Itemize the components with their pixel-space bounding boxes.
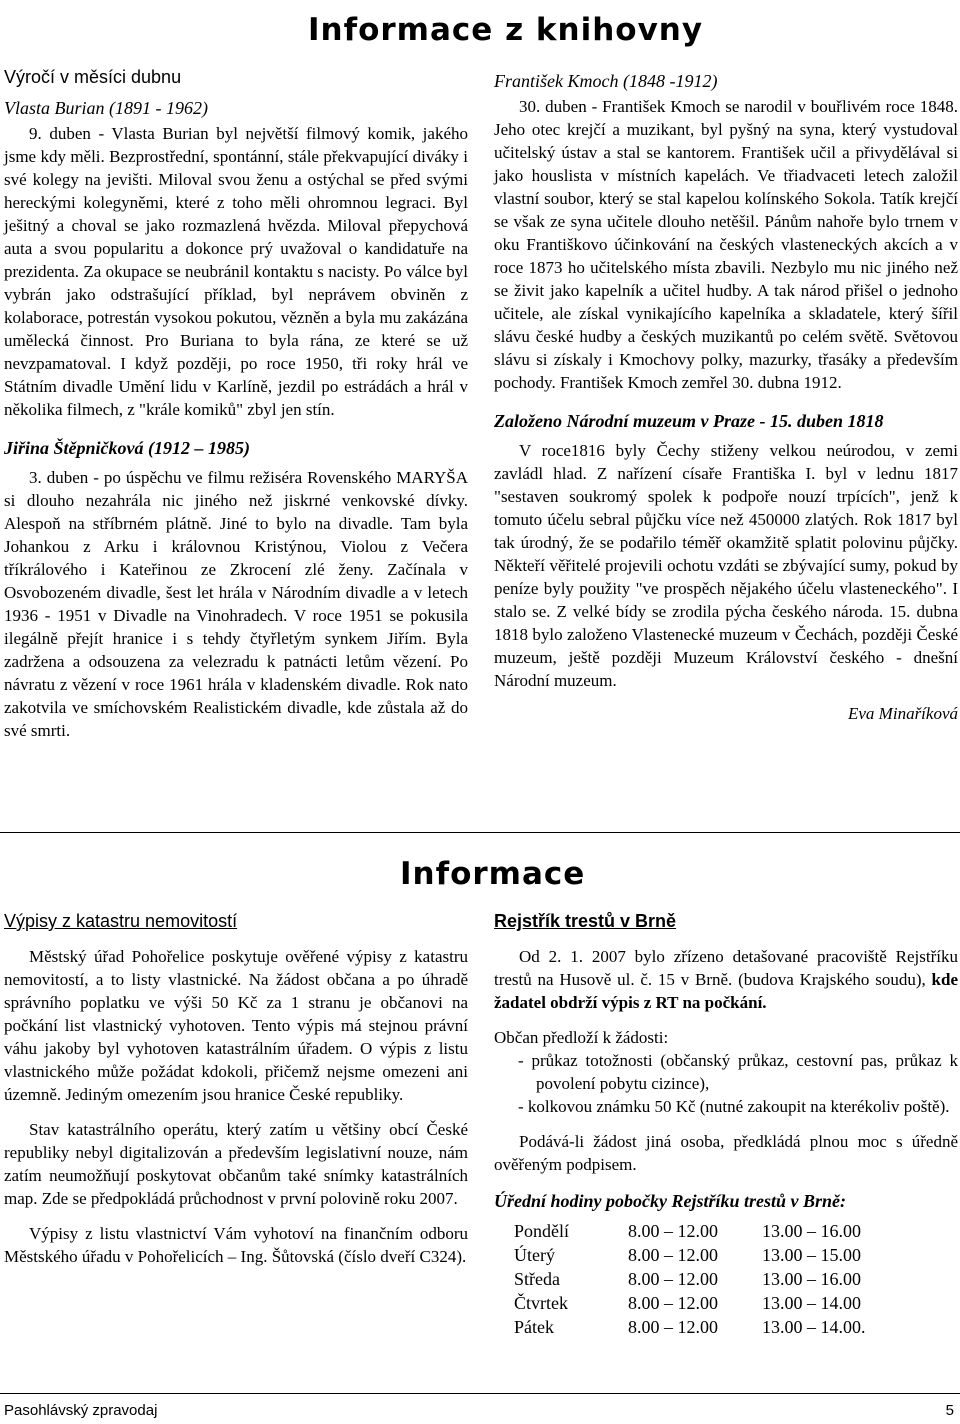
- stepnickova-title: Jiřina Štěpničková (1912 – 1985): [4, 438, 250, 458]
- hours-day: Pondělí: [514, 1221, 570, 1241]
- hours-afternoon: 13.00 – 16.00: [762, 1269, 861, 1289]
- museum-title: Založeno Národní muzeum v Praze - 15. duben 1818: [494, 411, 884, 431]
- table-row: [494, 1315, 866, 1339]
- burian-text: 9. duben - Vlasta Burian byl největší filmový komik, jakého jsme kdy měli. Bezprostřední, spontánní, stále překvapující diváky i své kolegy na jevišti. Miloval svou ženu a ostýchal se před svými hereckými kolegyněmi, které z toho měli ohromnou legraci. Byl ješitný a choval se jako rozmazlená hvězda. Miloval přepychová auta a svou popularitu a dokonce prý uvažoval o kandidatuře na prezidenta. Za okupace se neubránil kontaktu s nacisty. Po válce byl vybrán jako odstrašující příklad, byl neprávem obviněn z kolaborace, potrestán vysokou pokutou, vězněn a byla mu zakázána umělecká činnost. Pro Buriana to byla rána, ze které se už nevzpamatoval. I když později, po roce 1950, tři roky hrál ve Státním divadle Umění lidu v Karlíně, jezdil po estrádách a hrál v několika filmech, z "krále komiků" zbyl jen stín.: [4, 124, 468, 419]
- museum-text: V roce1816 byly Čechy stiženy velkou neúrodou, v zemi zavládl hlad. Z nařízení císaře Františka I. byl v lednu 1817 "sestaven soukromý spolek k podpoře nouzí trpících", jenž k tomuto účelu sebral půjčku více než 450000 zlatých. Rok 1817 byl tak úrodný, že se podařilo téměř okamžitě splatit polovinu půjčky. Někteří věřitelé projevili ochotu vzdáti se zbývající sumy, pokud by peníze byly použity "ve prospěch nějakého účelu vlasteneckého". I stalo se. Z velké bídy se zrodila pýcha českého národa. 15. dubna 1818 bylo založeno Vlastenecké muzeum v Čechách, později České muzeum, ještě později Muzeum Království českého - dnešní Národní muzeum.: [494, 441, 958, 690]
- office-hours-table: [494, 1219, 866, 1339]
- table-row: [494, 1243, 866, 1267]
- list-item: - průkaz totožnosti (občanský průkaz, cestovní pas, průkaz k povolení pobytu cizince),: [518, 1051, 958, 1093]
- cadastre-paragraph-3: Výpisy z listu vlastnictví Vám vyhotoví na finančním odboru Městského úřadu v Pohořelicích – Ing. Šůtovská (číslo dveří C324).: [4, 1224, 468, 1266]
- register-paragraph-2: Občan předloží k žádosti:: [494, 1028, 669, 1047]
- hours-afternoon: 13.00 – 15.00: [762, 1245, 861, 1265]
- anniversaries-heading: Výročí v měsíci dubnu: [4, 67, 182, 87]
- author-signature: Eva Minaříková: [848, 704, 958, 723]
- stepnickova-text: 3. duben - po úspěchu ve filmu režiséra Rovenského MARYŠA si dlouho nezahrála nic jiného než jiskrné venkovské dívky. Alespoň na stříbrném plátně. Jiné to bylo na divadle. Tam byla Johankou z Arku i královnou Kristýnou, Violou z Večera tříkrálového i Kateřinou ze Zkrocení zlé ženy. Začínala v Osvobozeném divadle, šest let hrála v Národním divadle a v letech 1936 - 1951 v Divadle na Vinohradech. V roce 1951 se pokusila ilegálně přejít hranice i s tehdy čtyřletým synkem Jiřím. Byla zadržena a odsouzena za velezradu k patnácti letům vězení. Po návratu z vězení v roce 1961 hrála v kladenském divadle. Rok nato zakotvila ve smíchovském Realistickém divadle, kde zůstala až do své smrti.: [4, 468, 468, 740]
- kmoch-text: 30. duben - František Kmoch se narodil v bouřlivém roce 1848. Jeho otec krejčí a muzikant, byl pyšný na syna, který vystudoval učitelský ústav a stal se kantorem. František učil a přivydělával si jako houslista v místních kapelách. Ve třiadvaceti letech založil vlastní soubor, který se stal kapelou kolínského Sokola. Tatík krejčí se však ze syna učitele dlouho netěšil. Pánům nahoře bylo trnem v oku Františkovo účinkování na českých vlasteneckých akcích a v roce 1873 ho učitelského místa zbavili. Nezbylo mu nic jiného než se živit jako kapelník a učitel hudby. A tak národ přišel o jednoho učitele, ale získal vynikajícího kapelníka a skladatele, který šířil slávu české hudby a českých muzikantů po celém světě. Světovou slávu si získaly i Kmochovy polky, mazurky, třasáky a především pochody. František Kmoch zemřel 30. dubna 1912.: [494, 97, 958, 392]
- hours-morning: 8.00 – 12.00: [628, 1293, 718, 1313]
- kmoch-column: [494, 70, 958, 725]
- register-paragraph-1-text: Od 2. 1. 2007 bylo zřízeno detašované pracoviště Rejstříku trestů na Husově ul. č. 15 v Brně. (budova Krajského soudu),: [494, 947, 958, 989]
- burian-title: Vlasta Burian (1891 - 1962): [4, 98, 208, 118]
- cadastre-heading: Výpisy z katastru nemovitostí: [4, 911, 238, 931]
- hours-morning: 8.00 – 12.00: [628, 1269, 718, 1289]
- register-paragraph-1-bold: kde žadatel obdrží výpis z RT na počkání.: [494, 970, 958, 1012]
- register-paragraph-3: Podává-li žádost jiná osoba, předkládá plnou moc s úředně ověřeným podpisem.: [494, 1132, 958, 1174]
- cadastre-paragraph-1: Městský úřad Pohořelice poskytuje ověřené výpisy z katastru nemovitostí, a to listy vlastnické. Na žádost občana a po úhradě správního poplatku ve výši 50 Kč za 1 stranu je občanovi na počkání list vlastnický vyhotoven. Tento výpis má stejnou právní váhu jakoby byl vyhotoven katastrálním úřadem. O výpis z listu vlastnického může požádat kdokoli, přičemž nejsme omezeni ani územně. Jediným omezením jsou hranice České republiky.: [4, 947, 468, 1104]
- hours-day: Čtvrtek: [514, 1293, 568, 1313]
- section-divider: [0, 832, 960, 833]
- hours-afternoon: 13.00 – 16.00: [762, 1221, 861, 1241]
- footer-divider: [0, 1393, 960, 1394]
- publication-name: Pasohlávský zpravodaj: [4, 1402, 158, 1419]
- hours-day: Úterý: [514, 1245, 555, 1265]
- section-banner-library: Informace z knihovny: [308, 12, 704, 48]
- hours-morning: 8.00 – 12.00: [628, 1245, 718, 1265]
- list-item: - kolkovou známku 50 Kč (nutné zakoupit na kterékoliv poště).: [518, 1097, 950, 1116]
- page-number: 5: [945, 1402, 954, 1419]
- anniversaries-column: [4, 66, 468, 742]
- cadastre-column: [4, 910, 468, 1268]
- table-row: [494, 1219, 866, 1243]
- table-row: [494, 1291, 866, 1315]
- hours-day: Středa: [514, 1269, 560, 1289]
- hours-afternoon: 13.00 – 14.00: [762, 1293, 861, 1313]
- cadastre-paragraph-2: Stav katastrálního operátu, který zatím u většiny obcí České republiky nebyl digitalizován a především legislativní nouze, nám zatím neumožňují poskytovat občanům také snímky katastrálních map. Zde se předpokládá průchodnost v první polovině roku 2007.: [4, 1120, 468, 1208]
- office-hours-title: Úřední hodiny pobočky Rejstříku trestů v Brně:: [494, 1191, 847, 1211]
- criminal-register-column: [494, 910, 958, 1339]
- register-requirements-list: [494, 1049, 958, 1118]
- table-row: [494, 1267, 866, 1291]
- hours-day: Pátek: [514, 1317, 554, 1337]
- register-heading: Rejstřík trestů v Brně: [494, 911, 677, 931]
- hours-afternoon: 13.00 – 14.00.: [762, 1317, 866, 1337]
- hours-morning: 8.00 – 12.00: [628, 1317, 718, 1337]
- kmoch-title: František Kmoch (1848 -1912): [494, 71, 718, 91]
- section-banner-info: Informace: [400, 856, 586, 892]
- hours-morning: 8.00 – 12.00: [628, 1221, 718, 1241]
- register-paragraph-1: [494, 945, 958, 1014]
